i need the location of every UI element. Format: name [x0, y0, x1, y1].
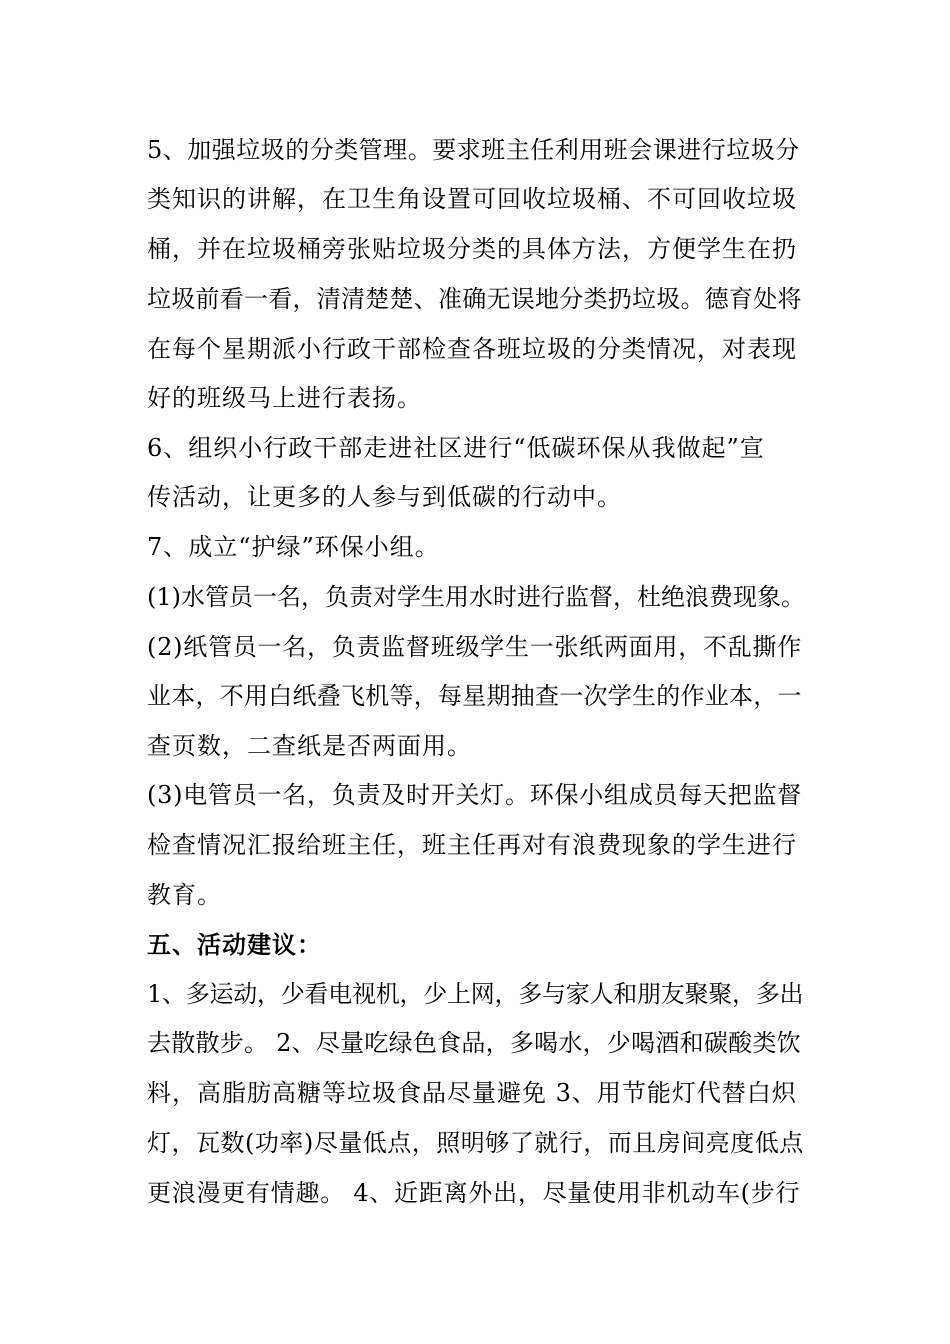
paragraph-line: 垃圾前看一看，清清楚楚、准确无误地分类扔垃圾。德育处将 — [147, 285, 802, 313]
paragraph-line: (1)水管员一名，负责对学生用水时进行监督，杜绝浪费现象。 — [147, 583, 805, 611]
paragraph-line: 业本，不用白纸叠飞机等，每星期抽查一次学生的作业本，一 — [147, 682, 802, 710]
paragraph-line: 查页数，二查纸是否两面用。 — [147, 732, 472, 760]
paragraph-line: (3)电管员一名，负责及时开关灯。环保小组成员每天把监督 — [147, 781, 802, 809]
paragraph-line: 在每个星期派小行政干部检查各班垃圾的分类情况，对表现 — [147, 335, 797, 363]
paragraph-line: 料，高脂肪高糖等垃圾食品尽量避免 3、用节能灯代替白炽 — [147, 1079, 797, 1107]
paragraph-line: 检查情况汇报给班主任，班主任再对有浪费现象的学生进行 — [147, 831, 797, 859]
paragraph-line: 7、成立“护绿”环保小组。 — [147, 533, 440, 561]
paragraph-line: 教育。 — [147, 881, 222, 909]
paragraph-line: 类知识的讲解，在卫生角设置可回收垃圾桶、不可回收垃圾 — [147, 185, 797, 213]
paragraph-line: 传活动，让更多的人参与到低碳的行动中。 — [147, 483, 622, 511]
paragraph-line: 5、加强垃圾的分类管理。要求班主任利用班会课进行垃圾分 — [147, 136, 800, 164]
section-heading: 五、活动建议： — [147, 930, 322, 959]
paragraph-line: 1、多运动，少看电视机，少上网，多与家人和朋友聚聚，多出 — [147, 980, 804, 1008]
paragraph-line: (2)纸管员一名，负责监督班级学生一张纸两面用，不乱撕作 — [147, 633, 802, 661]
paragraph-line: 6、组织小行政干部走进社区进行“低碳环保从我做起”宣 — [147, 434, 765, 462]
paragraph-line: 好的班级马上进行表扬。 — [147, 384, 422, 412]
paragraph-line: 去散散步。 2、尽量吃绿色食品，多喝水，少喝酒和碳酸类饮 — [147, 1029, 801, 1057]
paragraph-line: 桶，并在垃圾桶旁张贴垃圾分类的具体方法，方便学生在扔 — [147, 235, 797, 263]
paragraph-line: 灯，瓦数(功率)尽量低点，照明够了就行，而且房间亮度低点 — [147, 1129, 804, 1157]
paragraph-line: 更浪漫更有情趣。 4、近距离外出，尽量使用非机动车(步行 — [147, 1179, 801, 1207]
